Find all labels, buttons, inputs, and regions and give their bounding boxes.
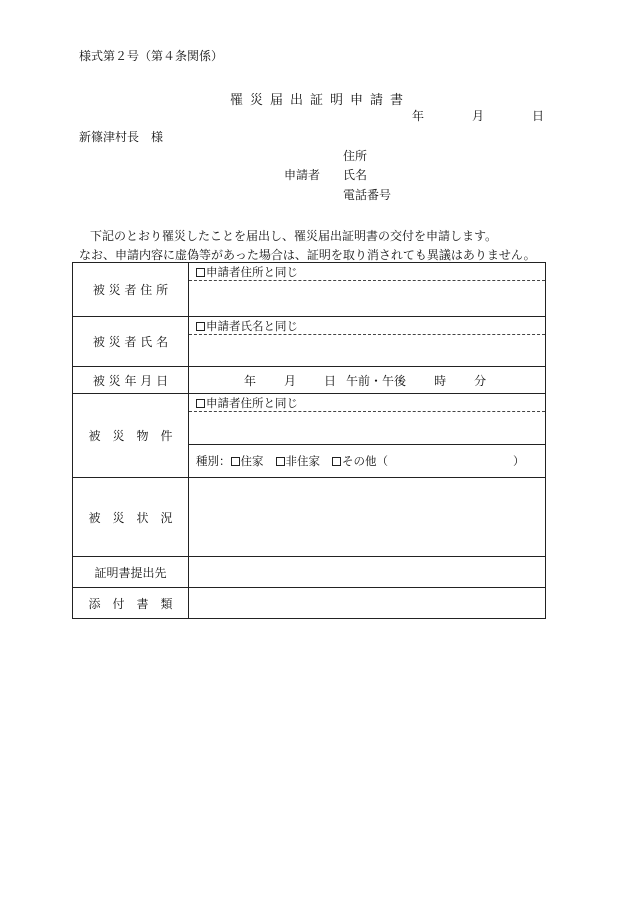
addressee: 新篠津村長 様 <box>79 130 164 144</box>
disaster-date-field[interactable]: 年 月 日 午前・午後 時 分 <box>189 367 546 394</box>
statement-paragraph: 下記のとおり罹災したことを届出し、罹災届出証明書の交付を申請します。 <box>90 229 498 243</box>
submit-to-label: 証明書提出先 <box>73 557 189 588</box>
am-pm-option[interactable]: 午前・午後 <box>346 373 407 388</box>
application-date <box>412 107 544 124</box>
victim-name-label: 被 災 者 氏 名 <box>73 317 189 367</box>
checkbox-icon[interactable] <box>276 457 285 466</box>
property-cell <box>189 394 546 478</box>
victim-name-same-option[interactable]: 申請者氏名と同じ <box>189 317 545 335</box>
situation-label: 被 災 状 況 <box>73 478 189 557</box>
applicant-address-label: 住所 <box>343 149 368 163</box>
date-year-label: 年 <box>411 109 424 123</box>
applicant-phone-label: 電話番号 <box>343 188 392 202</box>
attachments-label: 添 付 書 類 <box>73 588 189 619</box>
property-label: 被 災 物 件 <box>73 394 189 478</box>
victim-address-cell <box>189 263 546 317</box>
property-kind-row: 種別： 住家 非住家 その他（ ） <box>189 445 545 477</box>
checkbox-icon[interactable] <box>196 322 205 331</box>
victim-address-label: 被 災 者 住 所 <box>73 263 189 317</box>
document-title: 罹災届出証明申請書 <box>229 93 410 108</box>
victim-address-field[interactable] <box>189 281 545 316</box>
attachments-field[interactable] <box>189 588 546 619</box>
checkbox-icon[interactable] <box>196 268 205 277</box>
disclaimer-paragraph: なお、申請内容に虚偽等があった場合は、証明を取り消されても異議はありません。 <box>79 248 536 262</box>
victim-address-same-option[interactable]: 申請者住所と同じ <box>189 263 545 281</box>
date-month-label: 月 <box>471 109 484 123</box>
situation-field[interactable] <box>189 478 546 557</box>
property-same-option[interactable]: 申請者住所と同じ <box>189 394 545 412</box>
kind-house-option[interactable]: 住家 <box>231 445 264 477</box>
victim-name-field[interactable] <box>189 335 545 366</box>
disaster-date-label: 被 災 年 月 日 <box>73 367 189 394</box>
form-number: 様式第２号（第４条関係） <box>79 49 224 63</box>
kind-non-house-option[interactable]: 非住家 <box>276 445 321 477</box>
submit-to-field[interactable] <box>189 557 546 588</box>
applicant-name-label: 氏名 <box>343 168 368 182</box>
checkbox-icon[interactable] <box>332 457 341 466</box>
property-field[interactable] <box>189 412 545 445</box>
checkbox-icon[interactable] <box>231 457 240 466</box>
application-form-table <box>72 262 546 619</box>
victim-name-cell <box>189 317 546 367</box>
date-day-label: 日 <box>531 109 544 123</box>
checkbox-icon[interactable] <box>196 399 205 408</box>
applicant-label: 申請者 <box>284 168 321 182</box>
kind-other-option[interactable]: その他（ <box>332 445 388 477</box>
